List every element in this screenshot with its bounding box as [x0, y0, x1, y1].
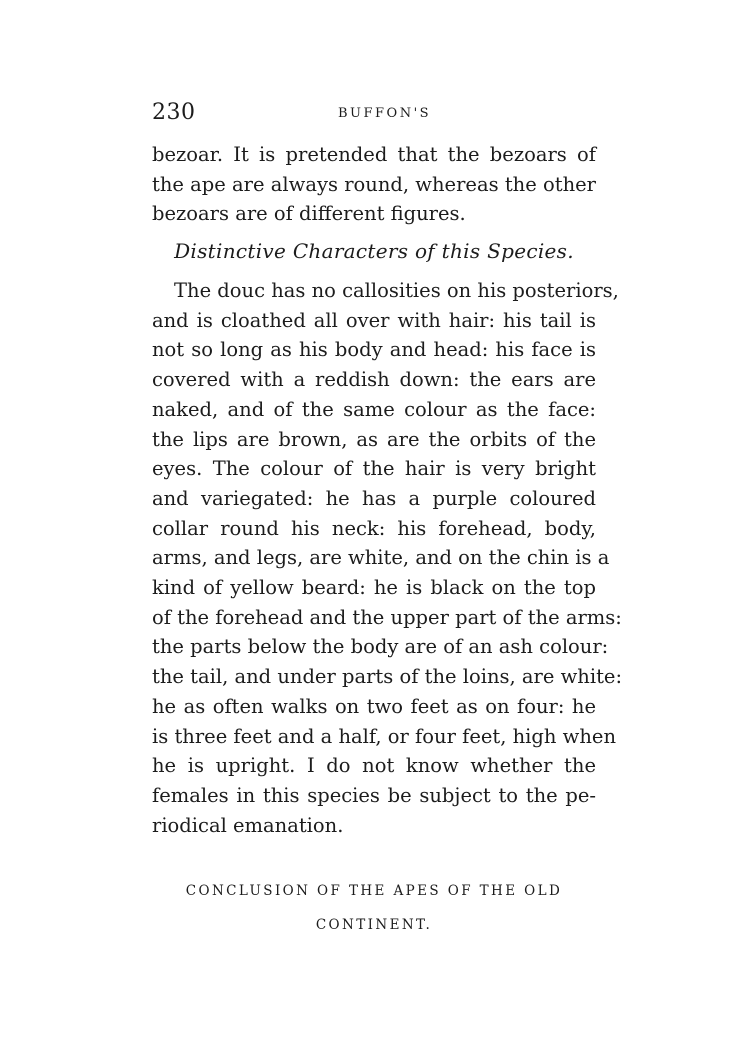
conclusion-heading — [152, 874, 596, 942]
text-line: riodical emanation. — [152, 813, 344, 837]
text-line: bezoars are of different figures. — [152, 202, 466, 226]
text-line: kind of yellow beard: he is black on the top — [152, 576, 596, 600]
text-line: the ape are always round, whereas the other — [152, 172, 596, 196]
page-header — [152, 100, 596, 130]
section-heading: Distinctive Characters of this Species. — [174, 239, 574, 263]
text-line: naked, and of the same colour as the face: — [152, 397, 596, 421]
text-line: is three feet and a half, or four feet, high when — [152, 724, 617, 748]
text-line: bezoar. It is pretended that the bezoars of — [152, 143, 596, 166]
text-line: and variegated: he has a purple coloured — [152, 486, 596, 510]
text-line: collar round his neck: his forehead, body, — [152, 516, 596, 540]
text-line: of the forehead and the upper part of the arms: — [152, 605, 622, 629]
text-line: covered with a reddish down: the ears are — [152, 368, 596, 392]
text-line: not so long as his body and head: his face is — [152, 338, 596, 362]
text-line: the lips are brown, as are the orbits of the — [152, 427, 596, 451]
paragraph-bezoar — [152, 140, 596, 229]
text-line: The douc has no callosities on his posteriors, — [174, 279, 619, 302]
running-head: BUFFON'S — [338, 106, 432, 121]
conclusion-line: CONTINENT. — [315, 917, 433, 933]
text-line: he is upright. I do not know whether the — [152, 754, 596, 778]
text-line: the tail, and under parts of the loins, are white: — [152, 665, 623, 689]
text-line: eyes. The colour of the hair is very bright — [152, 457, 596, 481]
text-line: he as often walks on two feet as on four: he — [152, 694, 596, 718]
text-line: females in this species be subject to the pe- — [152, 783, 596, 807]
text-line: the parts below the body are of an ash colour: — [152, 635, 609, 659]
paragraph-douc-description — [152, 276, 623, 840]
text-line: arms, and legs, are white, and on the chin is a — [152, 546, 610, 570]
page-number: 230 — [152, 100, 196, 125]
conclusion-line: CONCLUSION OF THE APES OF THE OLD — [185, 883, 563, 899]
text-line: and is cloathed all over with hair: his tail is — [152, 308, 596, 332]
